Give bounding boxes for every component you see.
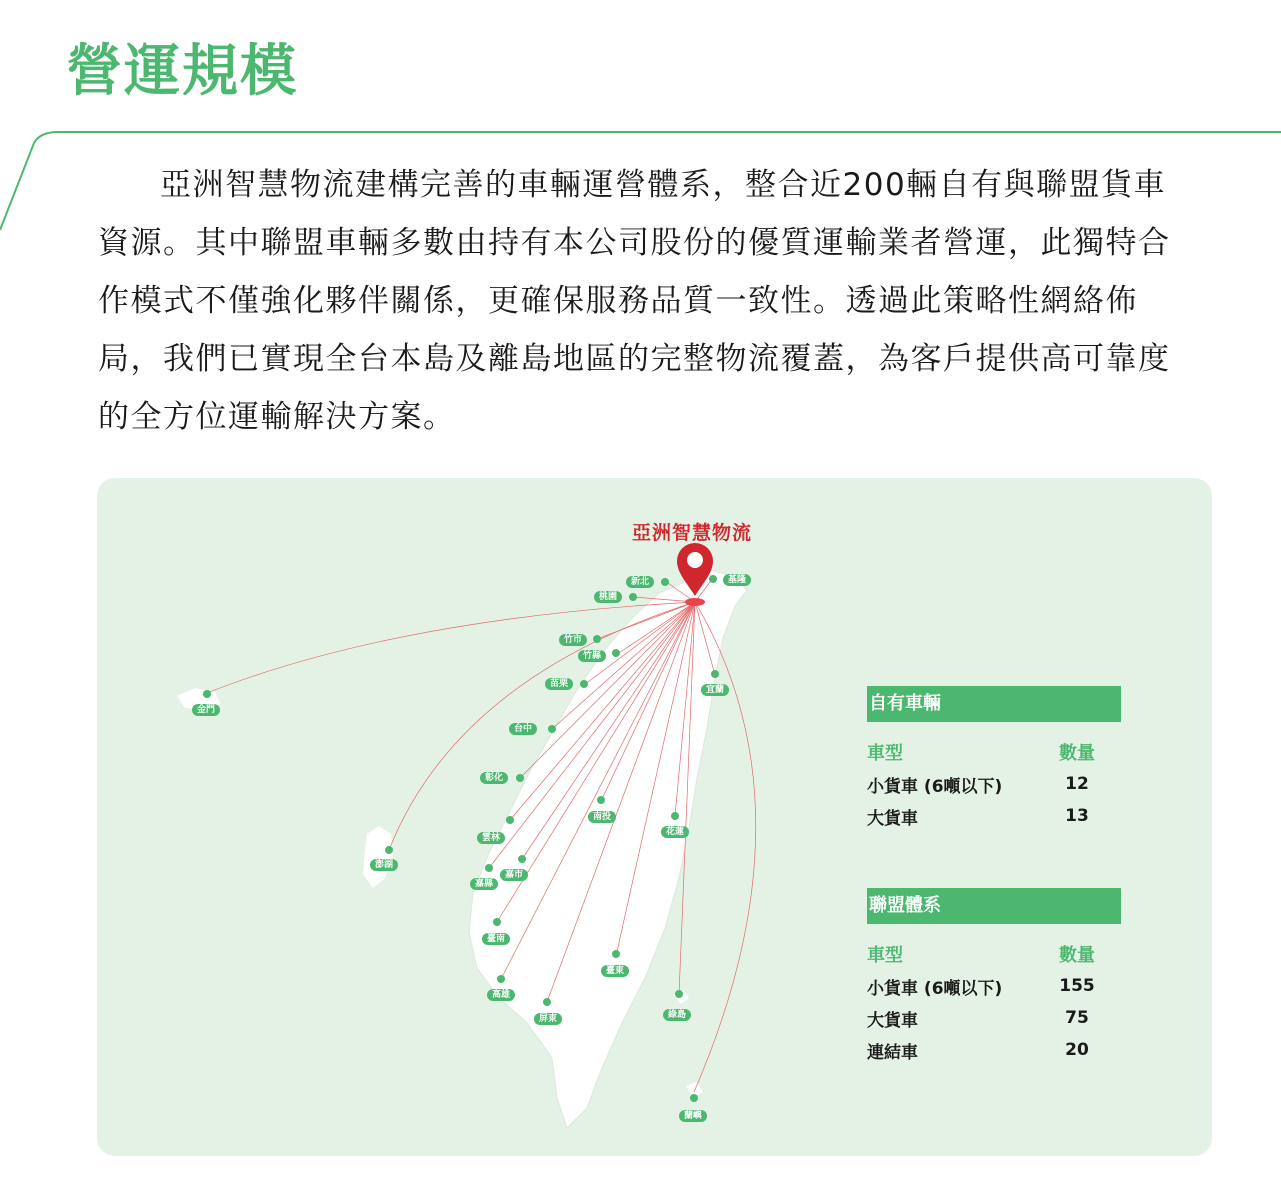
city-dot-tainan [493,918,501,926]
city-label-kinmen: 金門 [192,704,220,716]
vehicle-count: 75 [1065,1008,1089,1028]
table-row [867,1002,1107,1034]
own-fleet-table [867,736,1107,832]
city-label-chiayi-county: 嘉縣 [470,878,498,890]
city-dot-new-taipei [661,578,669,586]
city-label-kaohsiung: 高雄 [487,989,515,1001]
city-dot-hsinchu-county [612,649,620,657]
vehicle-type: 小貨車 (6噸以下) [867,978,1003,999]
column-type: 車型 [867,945,903,966]
city-dot-miaoli [580,680,588,688]
vehicle-type: 小貨車 (6噸以下) [867,776,1003,797]
table-row [867,970,1107,1002]
column-count: 數量 [1059,945,1095,966]
coverage-map-panel [97,478,1212,1156]
own-fleet-legend [867,686,1207,832]
city-label-changhua: 彰化 [480,772,508,784]
table-header-row [867,938,1107,970]
city-label-keelung: 基隆 [723,574,751,586]
table-header-row [867,736,1107,768]
city-dot-taoyuan [629,593,637,601]
city-label-nantou: 南投 [588,811,616,823]
city-dot-chiayi-city [518,855,526,863]
city-dot-green-island [675,990,683,998]
city-label-miaoli: 苗栗 [545,678,573,690]
city-label-taichung: 台中 [509,723,537,735]
city-dot-chiayi-county [485,864,493,872]
city-label-hsinchu-county: 竹縣 [578,650,606,662]
city-dot-penghu [385,846,393,854]
alliance-fleet-table [867,938,1107,1066]
page-title: 營運規模 [66,39,298,104]
vehicle-count: 12 [1065,774,1089,794]
vehicle-type: 連結車 [867,1042,918,1063]
city-label-taitung: 臺東 [601,965,629,977]
alliance-fleet-legend [867,888,1207,1066]
city-label-lanyu: 蘭嶼 [679,1110,707,1122]
intro-paragraph: 亞洲智慧物流建構完善的車輛運營體系，整合近200輛自有與聯盟貨車資源。其中聯盟車輛多數由持有本公司股份的優質運輸業者營運，此獨特合作模式不僅強化夥伴關係，更確保服務品質一致性。透過此策略性網絡佈局，我們已實現全台本島及離島地區的完整物流覆蓋，為客戶提供高可靠度的全方位運輸解決方案。 [98,167,1171,435]
vehicle-type: 大貨車 [867,808,918,829]
city-dot-lanyu [690,1094,698,1102]
city-label-taoyuan: 桃園 [594,591,622,603]
hq-label: 亞洲智慧物流 [632,522,753,544]
city-label-tainan: 臺南 [482,933,510,945]
city-dot-yilan [711,670,719,678]
city-label-hualien: 花蓮 [661,826,689,838]
vehicle-count: 20 [1065,1040,1089,1060]
city-dot-nantou [597,796,605,804]
city-dot-changhua [516,774,524,782]
city-label-new-taipei: 新北 [626,576,654,588]
city-dot-kaohsiung [497,975,505,983]
city-dot-taitung [612,950,620,958]
city-label-chiayi-city: 嘉市 [500,869,528,881]
city-dot-keelung [709,575,717,583]
vehicle-count: 155 [1059,976,1095,996]
city-dot-kinmen [203,690,211,698]
city-label-yilan: 宜蘭 [701,684,729,696]
vehicle-type: 大貨車 [867,1010,918,1031]
table-row [867,800,1107,832]
city-label-penghu: 澎湖 [370,859,398,871]
city-label-pingtung: 屏東 [534,1013,562,1025]
alliance-fleet-heading: 聯盟體系 [867,888,1121,924]
taiwan-island-shape [469,570,747,1128]
city-label-hsinchu-city: 竹市 [559,634,587,646]
table-row [867,768,1107,800]
city-dot-hsinchu-city [593,635,601,643]
table-row [867,1034,1107,1066]
city-dot-yunlin [506,816,514,824]
city-dot-taichung [548,725,556,733]
vehicle-count: 13 [1065,806,1089,826]
city-dot-hualien [671,812,679,820]
penghu-island-shape [363,826,393,888]
city-label-yunlin: 雲林 [477,832,505,844]
city-dot-pingtung [543,998,551,1006]
column-type: 車型 [867,743,903,764]
own-fleet-heading: 自有車輛 [867,686,1121,722]
city-label-green-island: 綠島 [663,1009,691,1021]
column-count: 數量 [1059,743,1095,764]
